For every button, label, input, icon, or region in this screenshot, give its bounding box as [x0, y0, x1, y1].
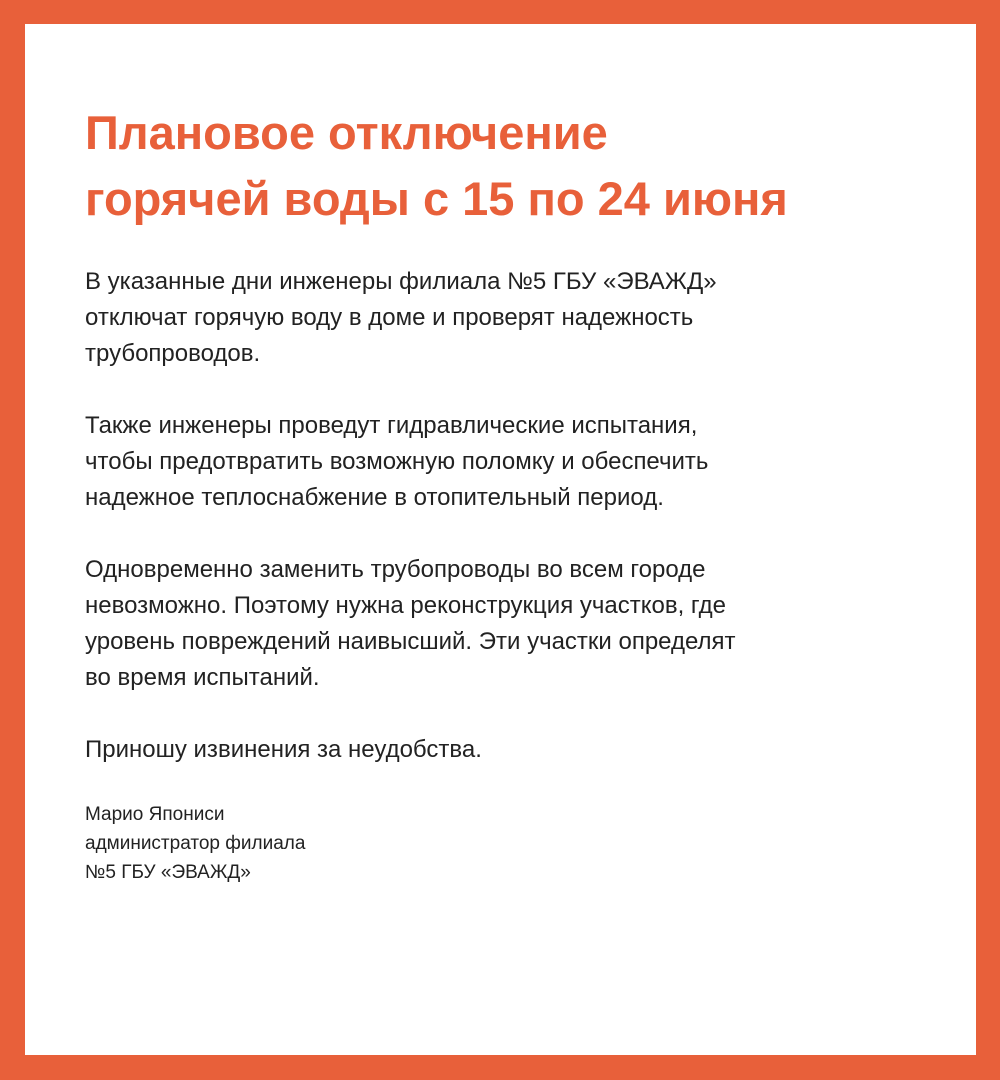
paragraph-apology	[85, 732, 945, 768]
paragraph-line: Приношу извинения за неудобства.	[85, 736, 482, 763]
paragraph-line: надежное теплоснабжение в отопительный период.	[85, 484, 664, 511]
signature-role: администратор филиала	[85, 833, 306, 854]
notice-body	[85, 264, 945, 768]
signature-name: Марио Япониси	[85, 804, 225, 825]
notice-title-line-2: горячей воды с 15 по 24 июня	[85, 172, 788, 225]
paragraph-line: уровень повреждений наивысший. Эти участки определят	[85, 628, 736, 655]
notice-title-line-1: Плановое отключение	[85, 106, 608, 159]
paragraph-line: Одновременно заменить трубопроводы во всем городе	[85, 556, 706, 583]
paragraph-line: В указанные дни инженеры филиала №5 ГБУ «ЭВАЖД»	[85, 268, 717, 295]
paragraph-reconstruction	[85, 552, 945, 696]
paragraph-schedule	[85, 264, 945, 372]
paragraph-line: чтобы предотвратить возможную поломку и обеспечить	[85, 448, 709, 475]
notice-title	[85, 100, 945, 232]
notice-card	[25, 24, 976, 1055]
paragraph-line: отключат горячую воду в доме и проверят надежность	[85, 304, 694, 331]
signature-organization: №5 ГБУ «ЭВАЖД»	[85, 862, 251, 883]
notice-content	[85, 100, 945, 887]
paragraph-line: во время испытаний.	[85, 664, 320, 691]
paragraph-line: трубопроводов.	[85, 340, 261, 367]
paragraph-line: невозможно. Поэтому нужна реконструкция участков, где	[85, 592, 726, 619]
paragraph-testing	[85, 408, 945, 516]
paragraph-line: Также инженеры проведут гидравлические испытания,	[85, 412, 698, 439]
signature-block	[85, 800, 945, 887]
